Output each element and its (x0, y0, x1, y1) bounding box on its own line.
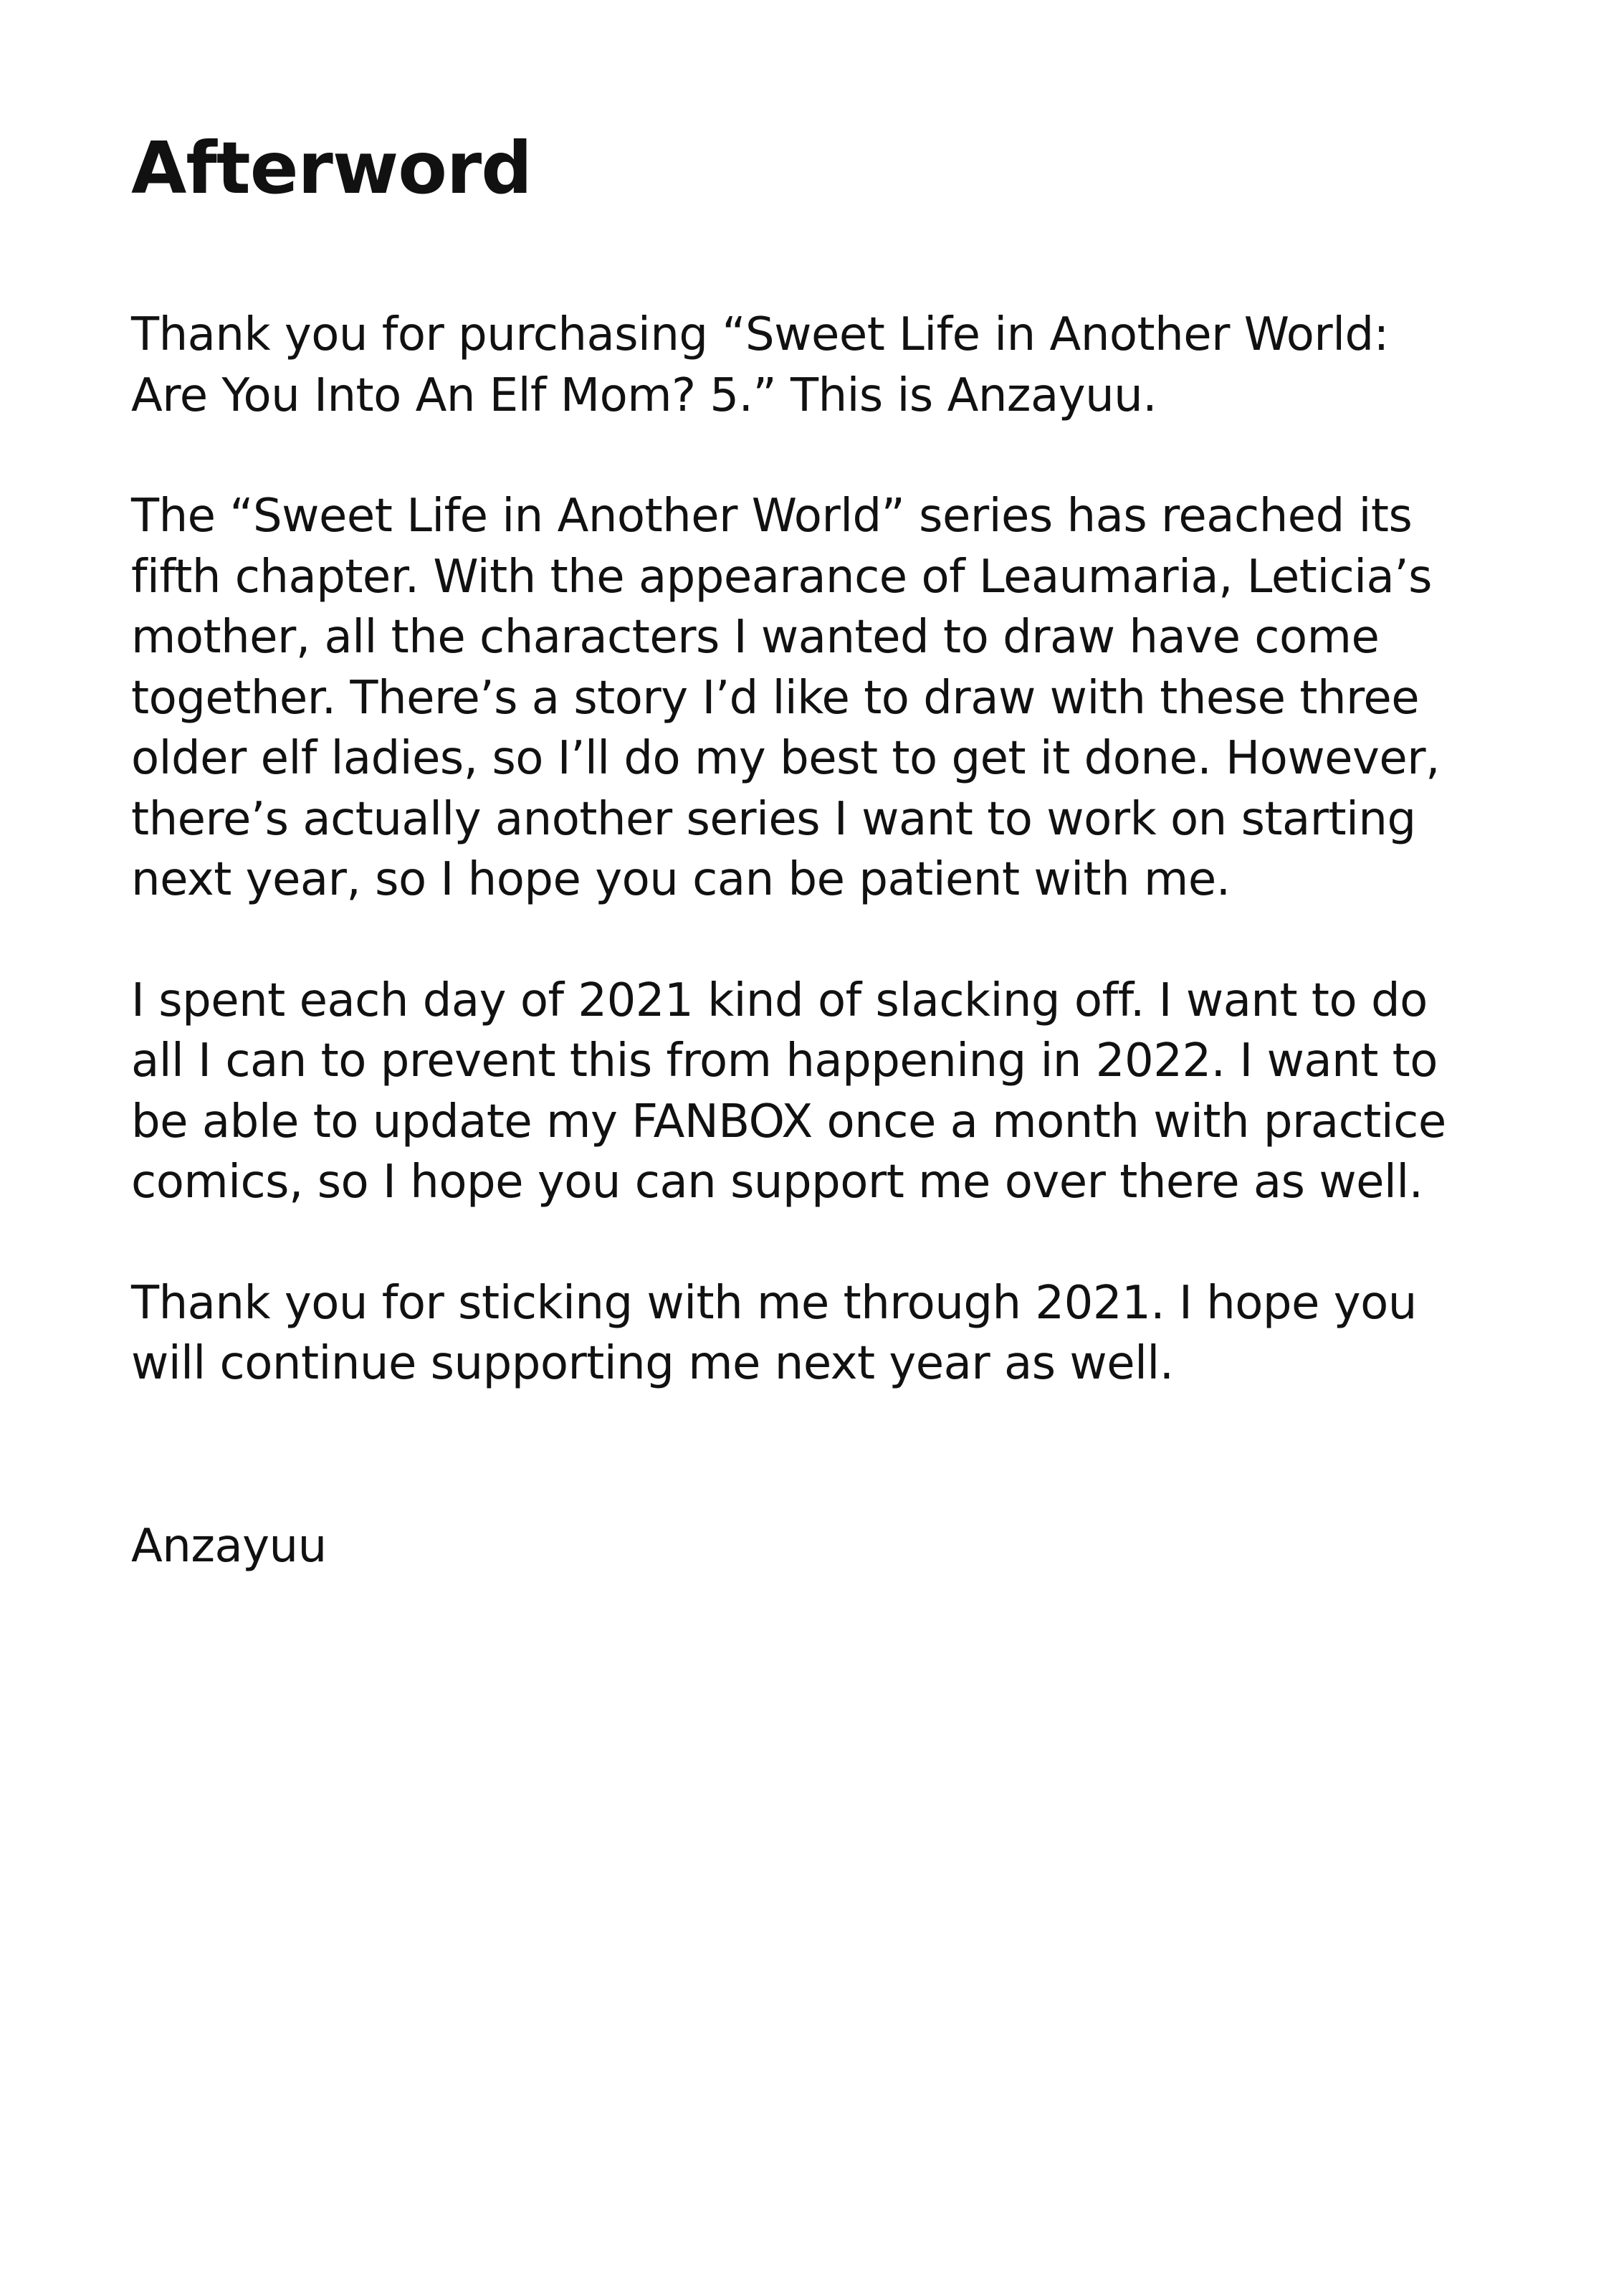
author-signature: Anzayuu (131, 1519, 327, 1573)
text-line: fifth chapter. With the appearance of Leaumaria, Leticia’s (131, 550, 1432, 604)
paragraph-closing (131, 1273, 1529, 1394)
text-line: be able to update my FANBOX once a month with practice (131, 1095, 1446, 1148)
text-line: will continue supporting me next year as well. (131, 1337, 1174, 1390)
text-line: together. There’s a story I’d like to draw with these three (131, 671, 1420, 725)
paragraph-series (131, 486, 1529, 910)
text-line: Thank you for sticking with me through 2021. I hope you (131, 1276, 1417, 1330)
text-line: mother, all the characters I wanted to draw have come (131, 611, 1380, 664)
afterword-page (131, 125, 1529, 1576)
text-line: comics, so I hope you can support me over there as well. (131, 1156, 1423, 1209)
text-line: all I can to prevent this from happening in 2022. I want to (131, 1034, 1438, 1087)
paragraph-thanks (131, 305, 1529, 426)
text-line: Are You Into An Elf Mom? 5.” This is Anzayuu. (131, 368, 1157, 422)
paragraph-2021 (131, 971, 1529, 1213)
text-line: The “Sweet Life in Another World” series has reached its (131, 490, 1413, 543)
text-line: next year, so I hope you can be patient with me. (131, 853, 1231, 906)
text-line: older elf ladies, so I’ll do my best to get it done. However, (131, 732, 1440, 785)
text-line: there’s actually another series I want to work on starting (131, 792, 1416, 846)
text-line: I spent each day of 2021 kind of slacking off. I want to do (131, 974, 1428, 1027)
text-line: Thank you for purchasing “Sweet Life in Another World: (131, 308, 1389, 361)
page-title: Afterword (131, 126, 532, 210)
